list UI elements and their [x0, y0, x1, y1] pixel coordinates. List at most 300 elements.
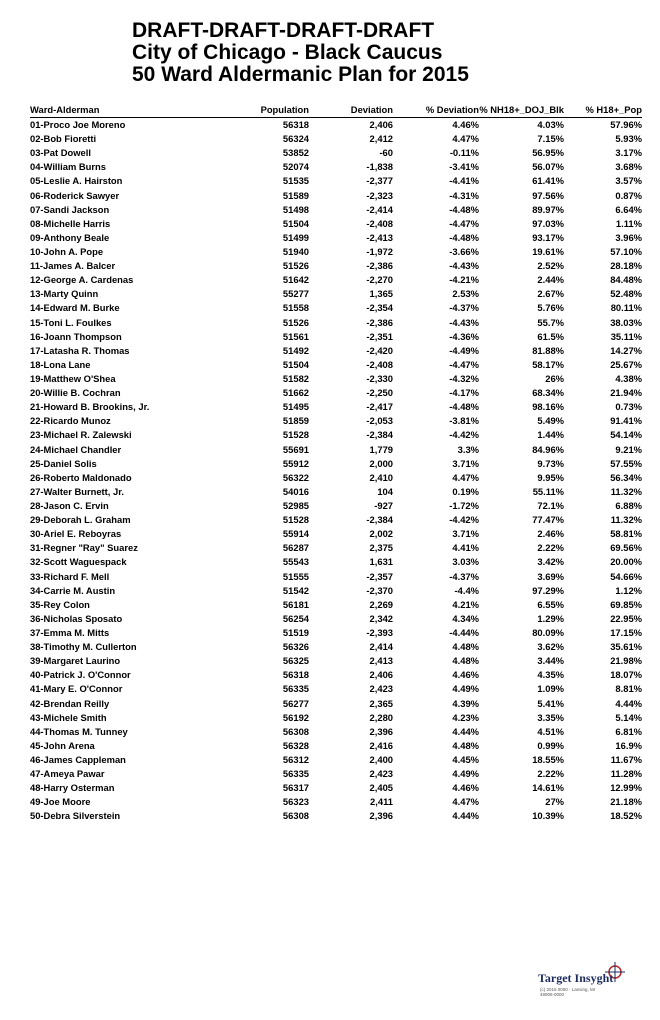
pct-deviation-cell: -4.21%	[449, 274, 479, 286]
population-cell: 51940	[282, 246, 309, 258]
ward-alderman-cell: 14-Edward M. Burke	[30, 302, 120, 314]
h18-pop-cell: 1.12%	[615, 584, 642, 596]
deviation-cell: -2,357	[366, 570, 393, 582]
table-row	[30, 584, 642, 598]
pct-deviation-cell: 4.46%	[452, 669, 479, 681]
table-row	[30, 245, 642, 259]
deviation-cell: 2,411	[370, 796, 393, 808]
ward-alderman-cell: 18-Lona Lane	[30, 358, 91, 370]
deviation-cell: 2,400	[369, 753, 393, 765]
population-cell: 51642	[282, 274, 309, 286]
ward-alderman-cell: 44-Thomas M. Tunney	[30, 725, 128, 737]
pct-deviation-cell: -4.47%	[449, 358, 479, 370]
population-cell: 56335	[282, 683, 309, 695]
ward-alderman-cell: 27-Walter Burnett, Jr.	[30, 485, 124, 497]
population-cell: 52074	[282, 161, 309, 173]
h18-pop-cell: 58.81%	[610, 528, 642, 540]
table-row	[30, 146, 642, 160]
pct-deviation-cell: -4.36%	[449, 330, 479, 342]
h18-pop-cell: 11.32%	[610, 485, 642, 497]
pct-deviation-cell: -3.66%	[449, 246, 479, 258]
table-row	[30, 400, 642, 414]
population-cell: 51499	[282, 231, 309, 243]
table-row	[30, 598, 642, 612]
ward-alderman-cell: 10-John A. Pope	[30, 246, 104, 258]
deviation-cell: 2,416	[369, 739, 393, 751]
logo-subtext: (c) 2015 0000 · Lansing, MI 48906-0000	[540, 987, 596, 997]
nh18-blk-cell: 4.03%	[537, 119, 564, 131]
table-row	[30, 316, 642, 330]
pct-deviation-cell: 4.47%	[452, 471, 479, 483]
nh18-blk-cell: 9.95%	[537, 471, 564, 483]
nh18-blk-cell: 98.16%	[532, 401, 564, 413]
pct-deviation-cell: -4.41%	[449, 175, 479, 187]
logo-name: Target Insyght	[538, 971, 614, 985]
ward-alderman-cell: 09-Anthony Beale	[30, 231, 110, 243]
h18-pop-cell: 69.85%	[610, 598, 642, 610]
deviation-cell: -2,323	[366, 189, 393, 201]
ward-alderman-cell: 37-Emma M. Mitts	[30, 626, 110, 638]
deviation-cell: -2,386	[366, 316, 393, 328]
h18-pop-cell: 84.48%	[610, 274, 642, 286]
nh18-blk-cell: 55.7%	[537, 316, 564, 328]
pct-deviation-cell: -4.31%	[449, 189, 479, 201]
population-cell: 55543	[282, 556, 309, 568]
h18-pop-cell: 21.98%	[610, 655, 642, 667]
h18-pop-cell: 5.93%	[615, 133, 642, 145]
deviation-cell: 2,000	[369, 457, 393, 469]
pct-deviation-cell: 4.47%	[452, 133, 479, 145]
table-row	[30, 217, 642, 231]
nh18-blk-cell: 89.97%	[532, 203, 564, 215]
target-insyght-logo	[538, 961, 630, 1001]
nh18-blk-cell: 4.35%	[537, 669, 564, 681]
deviation-cell: 2,280	[369, 711, 393, 723]
pct-deviation-cell: -4.44%	[449, 626, 479, 638]
table-row	[30, 809, 642, 823]
nh18-blk-cell: 14.61%	[532, 782, 564, 794]
population-cell: 56318	[282, 119, 309, 131]
ward-alderman-cell: 36-Nicholas Sposato	[30, 612, 123, 624]
pct-deviation-cell: 4.44%	[452, 725, 479, 737]
ward-alderman-cell: 17-Latasha R. Thomas	[30, 344, 130, 356]
h18-pop-cell: 0.73%	[615, 401, 642, 413]
ward-alderman-cell: 11-James A. Balcer	[30, 260, 116, 272]
deviation-cell: 2,423	[369, 683, 393, 695]
ward-alderman-cell: 08-Michelle Harris	[30, 217, 111, 229]
population-cell: 51662	[282, 387, 309, 399]
ward-alderman-cell: 42-Brendan Reilly	[30, 697, 110, 709]
ward-alderman-cell: 24-Michael Chandler	[30, 443, 122, 455]
deviation-cell: -2,420	[366, 344, 393, 356]
col-header-nh18-blk: % NH18+_DOJ_Blk	[479, 103, 564, 118]
deviation-cell: 2,342	[369, 612, 393, 624]
population-cell: 51561	[282, 330, 309, 342]
population-cell: 56325	[282, 655, 309, 667]
deviation-cell: -2,351	[366, 330, 393, 342]
nh18-blk-cell: 81.88%	[532, 344, 564, 356]
population-cell: 55277	[282, 288, 309, 300]
pct-deviation-cell: 4.46%	[452, 782, 479, 794]
h18-pop-cell: 16.9%	[615, 739, 642, 751]
deviation-cell: -60	[379, 147, 393, 159]
deviation-cell: -2,417	[366, 401, 393, 413]
h18-pop-cell: 57.96%	[610, 119, 642, 131]
ward-alderman-cell: 47-Ameya Pawar	[30, 768, 105, 780]
table-row	[30, 301, 642, 315]
table-row	[30, 330, 642, 344]
pct-deviation-cell: 4.39%	[452, 697, 479, 709]
population-cell: 51859	[282, 415, 309, 427]
population-cell: 51528	[282, 429, 309, 441]
pct-deviation-cell: -4.4%	[454, 584, 479, 596]
population-cell: 56318	[282, 669, 309, 681]
nh18-blk-cell: 19.61%	[532, 246, 564, 258]
pct-deviation-cell: 4.47%	[452, 796, 479, 808]
nh18-blk-cell: 5.41%	[537, 697, 564, 709]
population-cell: 52985	[282, 500, 309, 511]
h18-pop-cell: 28.18%	[610, 260, 642, 272]
h18-pop-cell: 91.41%	[610, 415, 642, 427]
nh18-blk-cell: 3.35%	[537, 711, 564, 723]
h18-pop-cell: 21.18%	[610, 796, 642, 808]
table-row	[30, 344, 642, 358]
h18-pop-cell: 18.07%	[610, 669, 642, 681]
ward-alderman-cell: 50-Debra Silverstein	[30, 810, 121, 822]
deviation-cell: -2,377	[366, 175, 393, 187]
pct-deviation-cell: -4.37%	[449, 302, 479, 314]
deviation-cell: -2,408	[366, 358, 393, 370]
population-cell: 53852	[282, 147, 309, 159]
ward-alderman-cell: 28-Jason C. Ervin	[30, 500, 109, 511]
pct-deviation-cell: -3.41%	[449, 161, 479, 173]
ward-alderman-cell: 26-Roberto Maldonado	[30, 471, 132, 483]
table-row	[30, 640, 642, 654]
nh18-blk-cell: 55.11%	[532, 485, 564, 497]
table-row	[30, 682, 642, 696]
nh18-blk-cell: 97.03%	[532, 217, 564, 229]
h18-pop-cell: 56.34%	[610, 471, 642, 483]
table-header-row	[30, 103, 642, 118]
population-cell: 51542	[282, 584, 309, 596]
pct-deviation-cell: 4.48%	[452, 739, 479, 751]
ward-alderman-cell: 01-Proco Joe Moreno	[30, 119, 126, 131]
h18-pop-cell: 57.10%	[610, 246, 642, 258]
table-row	[30, 118, 642, 133]
ward-alderman-cell: 45-John Arena	[30, 739, 95, 751]
table-row	[30, 499, 642, 513]
deviation-cell: 2,410	[369, 471, 393, 483]
nh18-blk-cell: 2.46%	[537, 528, 564, 540]
table-row	[30, 358, 642, 372]
deviation-cell: -2,408	[366, 217, 393, 229]
h18-pop-cell: 11.28%	[610, 768, 642, 780]
ward-alderman-cell: 03-Pat Dowell	[30, 147, 91, 159]
ward-alderman-cell: 46-James Cappleman	[30, 753, 126, 765]
h18-pop-cell: 54.66%	[610, 570, 642, 582]
table-row	[30, 428, 642, 442]
pct-deviation-cell: 4.48%	[452, 641, 479, 653]
deviation-cell: 2,406	[369, 119, 393, 131]
ward-alderman-cell: 30-Ariel E. Reboyras	[30, 528, 122, 540]
deviation-cell: 2,406	[369, 669, 393, 681]
deviation-cell: 2,412	[369, 133, 393, 145]
population-cell: 51526	[282, 260, 309, 272]
col-header-ward: Ward-Alderman	[30, 103, 221, 118]
deviation-cell: 2,375	[369, 542, 393, 554]
population-cell: 55914	[282, 528, 309, 540]
nh18-blk-cell: 26%	[545, 373, 564, 385]
pct-deviation-cell: 4.44%	[452, 810, 479, 822]
population-cell: 51528	[282, 514, 309, 526]
ward-alderman-cell: 41-Mary E. O'Connor	[30, 683, 123, 695]
deviation-cell: 1,365	[369, 288, 393, 300]
nh18-blk-cell: 93.17%	[532, 231, 564, 243]
population-cell: 51558	[282, 302, 309, 314]
ward-alderman-cell: 02-Bob Fioretti	[30, 133, 97, 145]
nh18-blk-cell: 97.56%	[532, 189, 564, 201]
nh18-blk-cell: 61.5%	[537, 330, 564, 342]
nh18-blk-cell: 56.95%	[532, 147, 564, 159]
population-cell: 51526	[282, 316, 309, 328]
h18-pop-cell: 0.87%	[615, 189, 642, 201]
table-row	[30, 696, 642, 710]
nh18-blk-cell: 10.39%	[532, 810, 564, 822]
population-cell: 56323	[282, 796, 309, 808]
h18-pop-cell: 17.15%	[610, 626, 642, 638]
table-row	[30, 160, 642, 174]
ward-alderman-cell: 20-Willie B. Cochran	[30, 387, 121, 399]
ward-alderman-cell: 05-Leslie A. Hairston	[30, 175, 123, 187]
deviation-cell: -2,250	[366, 387, 393, 399]
table-body	[30, 118, 642, 824]
h18-pop-cell: 20.00%	[610, 556, 642, 568]
h18-pop-cell: 4.38%	[615, 373, 642, 385]
deviation-cell: 2,405	[369, 782, 393, 794]
nh18-blk-cell: 58.17%	[532, 358, 564, 370]
table-row	[30, 527, 642, 541]
table-row	[30, 767, 642, 781]
ward-alderman-cell: 06-Roderick Sawyer	[30, 189, 120, 201]
ward-alderman-cell: 40-Patrick J. O'Connor	[30, 669, 131, 681]
ward-alderman-cell: 38-Timothy M. Cullerton	[30, 641, 137, 653]
nh18-blk-cell: 2.67%	[537, 288, 564, 300]
pct-deviation-cell: 3.3%	[457, 443, 479, 455]
nh18-blk-cell: 2.22%	[537, 768, 564, 780]
h18-pop-cell: 35.11%	[610, 330, 642, 342]
pct-deviation-cell: -4.47%	[449, 217, 479, 229]
nh18-blk-cell: 6.55%	[537, 598, 564, 610]
ward-table	[30, 103, 642, 823]
h18-pop-cell: 11.67%	[610, 753, 642, 765]
population-cell: 56324	[282, 133, 309, 145]
ward-alderman-cell: 33-Richard F. Mell	[30, 570, 110, 582]
nh18-blk-cell: 3.62%	[537, 641, 564, 653]
h18-pop-cell: 38.03%	[610, 316, 642, 328]
table-row	[30, 372, 642, 386]
nh18-blk-cell: 7.15%	[537, 133, 564, 145]
pct-deviation-cell: 4.41%	[452, 542, 479, 554]
pct-deviation-cell: 4.23%	[452, 711, 479, 723]
h18-pop-cell: 25.67%	[610, 358, 642, 370]
h18-pop-cell: 54.14%	[610, 429, 642, 441]
table-row	[30, 626, 642, 640]
h18-pop-cell: 12.99%	[610, 782, 642, 794]
ward-alderman-cell: 16-Joann Thompson	[30, 330, 122, 342]
col-header-h18-pop: % H18+_Pop	[564, 103, 642, 118]
population-cell: 51498	[282, 203, 309, 215]
population-cell: 56322	[282, 471, 309, 483]
deviation-cell: -2,384	[366, 514, 393, 526]
deviation-cell: -2,354	[366, 302, 393, 314]
h18-pop-cell: 3.17%	[615, 147, 642, 159]
pct-deviation-cell: 0.19%	[452, 485, 479, 497]
deviation-cell: -927	[374, 500, 393, 511]
population-cell: 56326	[282, 641, 309, 653]
deviation-cell: 2,269	[369, 598, 393, 610]
table-row	[30, 485, 642, 499]
population-cell: 56181	[282, 598, 309, 610]
ward-alderman-cell: 22-Ricardo Munoz	[30, 415, 111, 427]
table-row	[30, 555, 642, 569]
ward-alderman-cell: 49-Joe Moore	[30, 796, 91, 808]
ward-alderman-cell: 15-Toni L. Foulkes	[30, 316, 112, 328]
nh18-blk-cell: 56.07%	[532, 161, 564, 173]
nh18-blk-cell: 97.29%	[532, 584, 564, 596]
pct-deviation-cell: -4.17%	[449, 387, 479, 399]
col-header-population: Population	[221, 103, 309, 118]
nh18-blk-cell: 2.44%	[537, 274, 564, 286]
pct-deviation-cell: 3.71%	[452, 528, 479, 540]
pct-deviation-cell: 4.21%	[452, 598, 479, 610]
ward-alderman-cell: 34-Carrie M. Austin	[30, 584, 116, 596]
ward-alderman-cell: 23-Michael R. Zalewski	[30, 429, 132, 441]
table-row	[30, 231, 642, 245]
nh18-blk-cell: 61.41%	[532, 175, 564, 187]
pct-deviation-cell: -4.48%	[449, 203, 479, 215]
table-row	[30, 725, 642, 739]
ward-alderman-cell: 35-Rey Colon	[30, 598, 90, 610]
ward-alderman-cell: 19-Matthew O'Shea	[30, 373, 116, 385]
pct-deviation-cell: -4.48%	[449, 231, 479, 243]
deviation-cell: 104	[377, 485, 393, 497]
nh18-blk-cell: 9.73%	[537, 457, 564, 469]
deviation-cell: -2,330	[366, 373, 393, 385]
table-row	[30, 457, 642, 471]
table-row	[30, 273, 642, 287]
nh18-blk-cell: 27%	[545, 796, 564, 808]
pct-deviation-cell: -1.72%	[449, 500, 479, 511]
table-row	[30, 386, 642, 400]
h18-pop-cell: 6.81%	[615, 725, 642, 737]
nh18-blk-cell: 80.09%	[532, 626, 564, 638]
pct-deviation-cell: -4.42%	[449, 429, 479, 441]
h18-pop-cell: 35.61%	[610, 641, 642, 653]
h18-pop-cell: 21.94%	[610, 387, 642, 399]
ward-alderman-cell: 48-Harry Osterman	[30, 782, 115, 794]
deviation-cell: 2,423	[369, 768, 393, 780]
deviation-cell: -1,838	[366, 161, 393, 173]
table-row	[30, 203, 642, 217]
pct-deviation-cell: 4.49%	[452, 683, 479, 695]
nh18-blk-cell: 1.44%	[537, 429, 564, 441]
h18-pop-cell: 80.11%	[610, 302, 642, 314]
deviation-cell: -1,972	[366, 246, 393, 258]
deviation-cell: -2,414	[366, 203, 393, 215]
nh18-blk-cell: 3.44%	[537, 655, 564, 667]
table-row	[30, 513, 642, 527]
pct-deviation-cell: 2.53%	[452, 288, 479, 300]
pct-deviation-cell: -4.48%	[449, 401, 479, 413]
ward-alderman-cell: 13-Marty Quinn	[30, 288, 99, 300]
deviation-cell: -2,386	[366, 260, 393, 272]
population-cell: 56192	[282, 711, 309, 723]
population-cell: 55912	[282, 457, 309, 469]
h18-pop-cell: 8.81%	[615, 683, 642, 695]
population-cell: 51495	[282, 401, 309, 413]
table-row	[30, 471, 642, 485]
h18-pop-cell: 69.56%	[610, 542, 642, 554]
deviation-cell: 2,396	[369, 725, 393, 737]
h18-pop-cell: 3.68%	[615, 161, 642, 173]
table-row	[30, 541, 642, 555]
deviation-cell: 2,002	[369, 528, 393, 540]
pct-deviation-cell: -4.32%	[449, 373, 479, 385]
table-row	[30, 612, 642, 626]
h18-pop-cell: 9.21%	[615, 443, 642, 455]
pct-deviation-cell: 4.46%	[452, 119, 479, 131]
deviation-cell: -2,413	[366, 231, 393, 243]
nh18-blk-cell: 3.69%	[537, 570, 564, 582]
h18-pop-cell: 6.88%	[615, 500, 642, 511]
pct-deviation-cell: -4.42%	[449, 514, 479, 526]
ward-alderman-cell: 12-George A. Cardenas	[30, 274, 134, 286]
ward-alderman-cell: 07-Sandi Jackson	[30, 203, 110, 215]
deviation-cell: 2,413	[369, 655, 393, 667]
table-row	[30, 570, 642, 584]
table-row	[30, 753, 642, 767]
deviation-cell: -2,384	[366, 429, 393, 441]
table-row	[30, 711, 642, 725]
population-cell: 51589	[282, 189, 309, 201]
population-cell: 51519	[282, 626, 309, 638]
table-row	[30, 443, 642, 457]
h18-pop-cell: 4.44%	[615, 697, 642, 709]
population-cell: 56317	[282, 782, 309, 794]
nh18-blk-cell: 2.22%	[537, 542, 564, 554]
table-row	[30, 414, 642, 428]
pct-deviation-cell: 3.03%	[452, 556, 479, 568]
population-cell: 55691	[282, 443, 309, 455]
h18-pop-cell: 3.57%	[615, 175, 642, 187]
h18-pop-cell: 6.64%	[615, 203, 642, 215]
population-cell: 56308	[282, 725, 309, 737]
h18-pop-cell: 22.95%	[610, 612, 642, 624]
population-cell: 51582	[282, 373, 309, 385]
table-row	[30, 189, 642, 203]
nh18-blk-cell: 5.49%	[537, 415, 564, 427]
deviation-cell: 1,631	[369, 556, 393, 568]
ward-alderman-cell: 29-Deborah L. Graham	[30, 514, 131, 526]
population-cell: 51504	[282, 217, 309, 229]
h18-pop-cell: 3.96%	[615, 231, 642, 243]
nh18-blk-cell: 77.47%	[532, 514, 564, 526]
pct-deviation-cell: -3.81%	[449, 415, 479, 427]
deviation-cell: -2,393	[366, 626, 393, 638]
table-row	[30, 668, 642, 682]
deviation-cell: -2,053	[366, 415, 393, 427]
col-header-deviation: Deviation	[309, 103, 393, 118]
